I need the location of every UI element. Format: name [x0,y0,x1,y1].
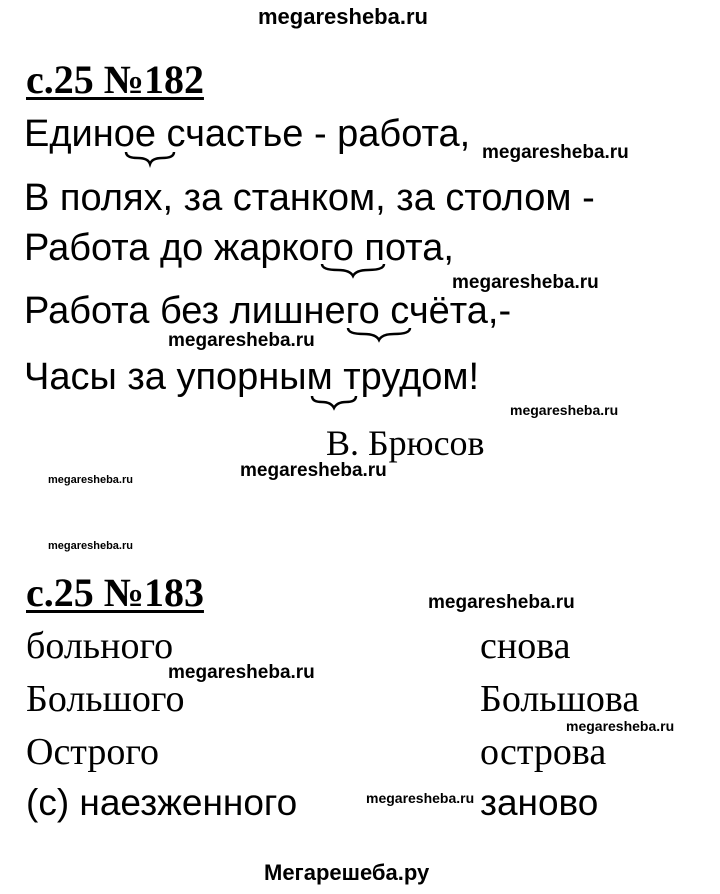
word-right-4: заново [480,782,599,823]
poem-line-4: Работа без лишнего счёта,- [24,290,512,332]
watermark: megaresheba.ru [366,790,475,806]
word-left-4: (с) наезженного [26,782,298,823]
watermark: megaresheba.ru [48,540,133,552]
poem-line-3: Работа до жаркого пота, [24,227,454,269]
watermark: megaresheba.ru [168,330,315,351]
ending-brace-mark [310,392,358,410]
poem-author: В. Брюсов [326,423,485,463]
exercise-182-heading: с.25 №182 [26,57,204,102]
watermark: megaresheba.ru [482,142,629,163]
watermark: megaresheba.ru [566,718,675,734]
word-right-1: снова [480,625,571,667]
watermark: megaresheba.ru [428,592,575,613]
word-right-3: острова [480,731,607,773]
poem-line-5: Часы за упорным трудом! [24,356,480,398]
poem-line-2: В полях, за станком, за столом - [24,177,595,219]
word-left-2: Большого [26,678,185,720]
watermark-top: megaresheba.ru [258,4,428,29]
exercise-183-heading: с.25 №183 [26,570,204,615]
footer-site-name: Мегарешеба.ру [264,860,430,885]
poem-line-1: Единое счастье - работа, [24,113,471,155]
word-left-3: Острого [26,731,160,773]
watermark: megaresheba.ru [168,662,315,683]
ending-brace-mark [124,148,176,166]
watermark: megaresheba.ru [240,460,387,481]
watermark: megaresheba.ru [452,272,599,293]
ending-brace-mark [346,324,412,342]
word-right-2: Большова [480,678,640,720]
watermark: megaresheba.ru [48,474,133,486]
ending-brace-mark [320,260,386,278]
watermark: megaresheba.ru [510,402,619,418]
word-left-1: больного [26,625,174,667]
